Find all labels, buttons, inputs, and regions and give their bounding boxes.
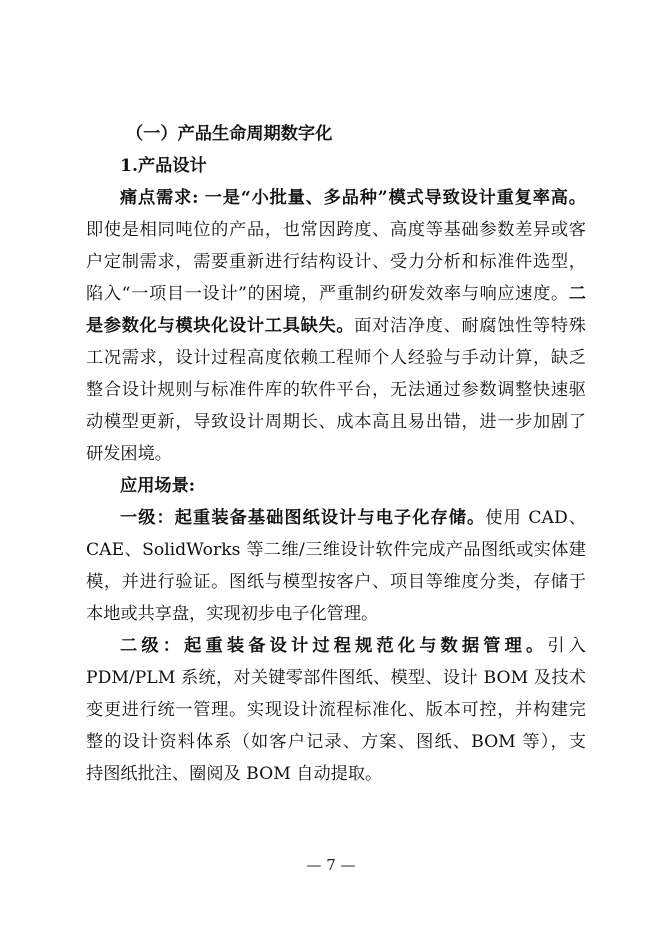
level-2-last-line: 持图纸批注、圈阅及 BOM 自动提取。 bbox=[86, 764, 383, 784]
pain-point-2-line: 工况需求，设计过程高度依赖工程师个人经验与手动计算，缺乏 bbox=[86, 348, 586, 368]
document-body bbox=[86, 118, 586, 790]
level-2-line: 变更进行统一管理。实现设计流程标准化、版本可控，并构建完 bbox=[86, 700, 586, 720]
level-2-line: PDM/PLM 系统，对关键零部件图纸、模型、设计 BOM 及技术 bbox=[86, 668, 586, 688]
subsection-heading: 1.产品设计 bbox=[120, 156, 207, 176]
pain-points-first-line bbox=[86, 182, 586, 214]
level-1-line: 模，并进行验证。图纸与模型按客户、项目等维度分类，存储于 bbox=[86, 572, 586, 592]
level-2-first-line bbox=[86, 630, 586, 662]
level-2-line: 整的设计资料体系（如客户记录、方案、图纸、BOM 等），支 bbox=[86, 732, 586, 752]
level-1-title: 一级：起重装备基础图纸设计与电子化存储。 bbox=[120, 508, 486, 528]
pain-point-2-first-line bbox=[86, 310, 586, 342]
page-number: — 7 — bbox=[306, 856, 356, 874]
scenarios-label: 应用场景: bbox=[120, 476, 196, 496]
pain-point-1-title: 一是“小批量、多品种”模式导致设计重复率高。 bbox=[204, 188, 586, 208]
pain-point-1-line-with-2-start bbox=[86, 278, 586, 310]
level-2-title: 二级：起重装备设计过程规范化与数据管理。 bbox=[120, 636, 548, 656]
pain-point-2-title: 是参数化与模块化设计工具缺失。 bbox=[86, 316, 355, 336]
level-1-first-line bbox=[86, 502, 586, 534]
level-1-line: CAE、SolidWorks 等二维/三维设计软件完成产品图纸或实体建 bbox=[86, 540, 586, 560]
level-1-last-line: 本地或共享盘，实现初步电子化管理。 bbox=[86, 604, 379, 624]
pain-point-2-text: 面对洁净度、耐腐蚀性等特殊 bbox=[354, 316, 586, 336]
pain-point-2-line: 动模型更新，导致设计周期长、成本高且易出错，进一步加剧了 bbox=[86, 412, 586, 432]
pain-point-2-last-line: 研发困境。 bbox=[86, 444, 172, 464]
section-heading: （一）产品生命周期数字化 bbox=[126, 124, 333, 144]
pain-point-1-line: 即使是相同吨位的产品，也常因跨度、高度等基础参数差异或客 bbox=[86, 220, 586, 240]
pain-point-1-line: 户定制需求，需要重新进行结构设计、受力分析和标准件选型， bbox=[86, 252, 586, 272]
level-1-text: 使用 CAD、 bbox=[485, 508, 586, 528]
pain-point-2-title-start: 二 bbox=[568, 284, 586, 304]
pain-points-label: 痛点需求: bbox=[120, 188, 199, 208]
pain-point-2-line: 整合设计规则与标准件库的软件平台，无法通过参数调整快速驱 bbox=[86, 380, 586, 400]
pain-point-1-line: 陷入“一项目一设计”的困境，严重制约研发效率与响应速度。 bbox=[86, 284, 569, 304]
level-2-text: 引入 bbox=[547, 636, 586, 656]
